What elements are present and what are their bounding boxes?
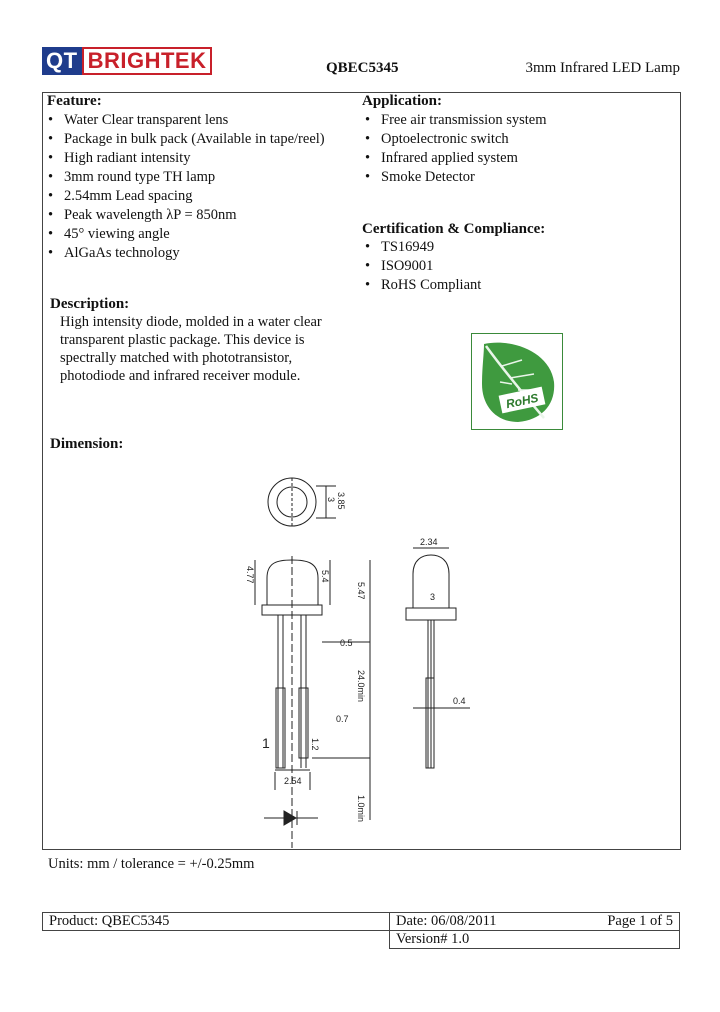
dimension-title: Dimension:: [50, 436, 124, 452]
dim-lead-spacing: 2.54: [284, 776, 302, 786]
dim-side-width: 2.34: [420, 537, 438, 547]
list-item: • AlGaAs technology: [46, 244, 346, 263]
list-item: • 2.54mm Lead spacing: [46, 187, 346, 206]
logo-brand: BRIGHTEK: [82, 47, 213, 75]
rohs-label: RoHS: [504, 390, 540, 412]
list-item: • ISO9001: [363, 257, 663, 276]
dim-lead-length: 24.0min: [356, 670, 366, 703]
dim-body-height: 5.47: [356, 582, 366, 600]
list-item: • TS16949: [363, 238, 663, 257]
list-item: • Free air transmission system: [363, 111, 663, 130]
list-item: • Infrared applied system: [363, 149, 663, 168]
dim-cut-length: 1.0min: [356, 795, 366, 823]
units-note: Units: mm / tolerance = +/-0.25mm: [48, 856, 255, 872]
list-item: • Optoelectronic switch: [363, 130, 663, 149]
footer-table: [42, 912, 680, 949]
dim-lens-dia: 5.4: [320, 570, 330, 583]
description-title: Description:: [50, 296, 130, 312]
description-text: High intensity diode, molded in a water clear transparent plastic package. This device is spectrally matched with phototransistor, photodiode and infrared receiver module.: [60, 314, 322, 384]
list-item: • Package in bulk pack (Available in tape/reel): [46, 130, 346, 149]
footer-date: Date: 06/08/2011: [390, 913, 561, 931]
logo-qt: QT: [42, 47, 82, 75]
dim-lead-width: 0.7: [336, 714, 349, 724]
dim-top-dia-outer: 3.85: [336, 492, 346, 510]
application-title: Application:: [362, 93, 443, 109]
list-item: • Peak wavelength λP = 850nm: [46, 206, 346, 225]
dim-top-dia-inner: 3: [326, 497, 336, 503]
dim-small: 1.2: [310, 738, 320, 751]
product-description: 3mm Infrared LED Lamp: [525, 60, 680, 76]
certification-title: Certification & Compliance:: [362, 221, 546, 237]
footer-version: Version# 1.0: [390, 931, 680, 949]
list-item: • 45° viewing angle: [46, 225, 346, 244]
footer-page: Page 1 of 5: [561, 913, 680, 931]
list-item: • High radiant intensity: [46, 149, 346, 168]
footer-product: Product: QBEC5345: [43, 913, 390, 931]
list-item: • Smoke Detector: [363, 168, 663, 187]
dim-lens-height: 4.77: [245, 566, 255, 584]
part-number: QBEC5345: [326, 60, 399, 76]
dim-side-lead: 0.4: [453, 696, 466, 706]
list-item: • Water Clear transparent lens: [46, 111, 346, 130]
list-item: • RoHS Compliant: [363, 276, 663, 295]
list-item: • 3mm round type TH lamp: [46, 168, 346, 187]
feature-title: Feature:: [47, 93, 102, 109]
dim-lead-gap: 0.5: [340, 638, 353, 648]
dim-side-dia: 3: [430, 592, 436, 602]
dim-lead-mark: 1: [262, 735, 270, 751]
